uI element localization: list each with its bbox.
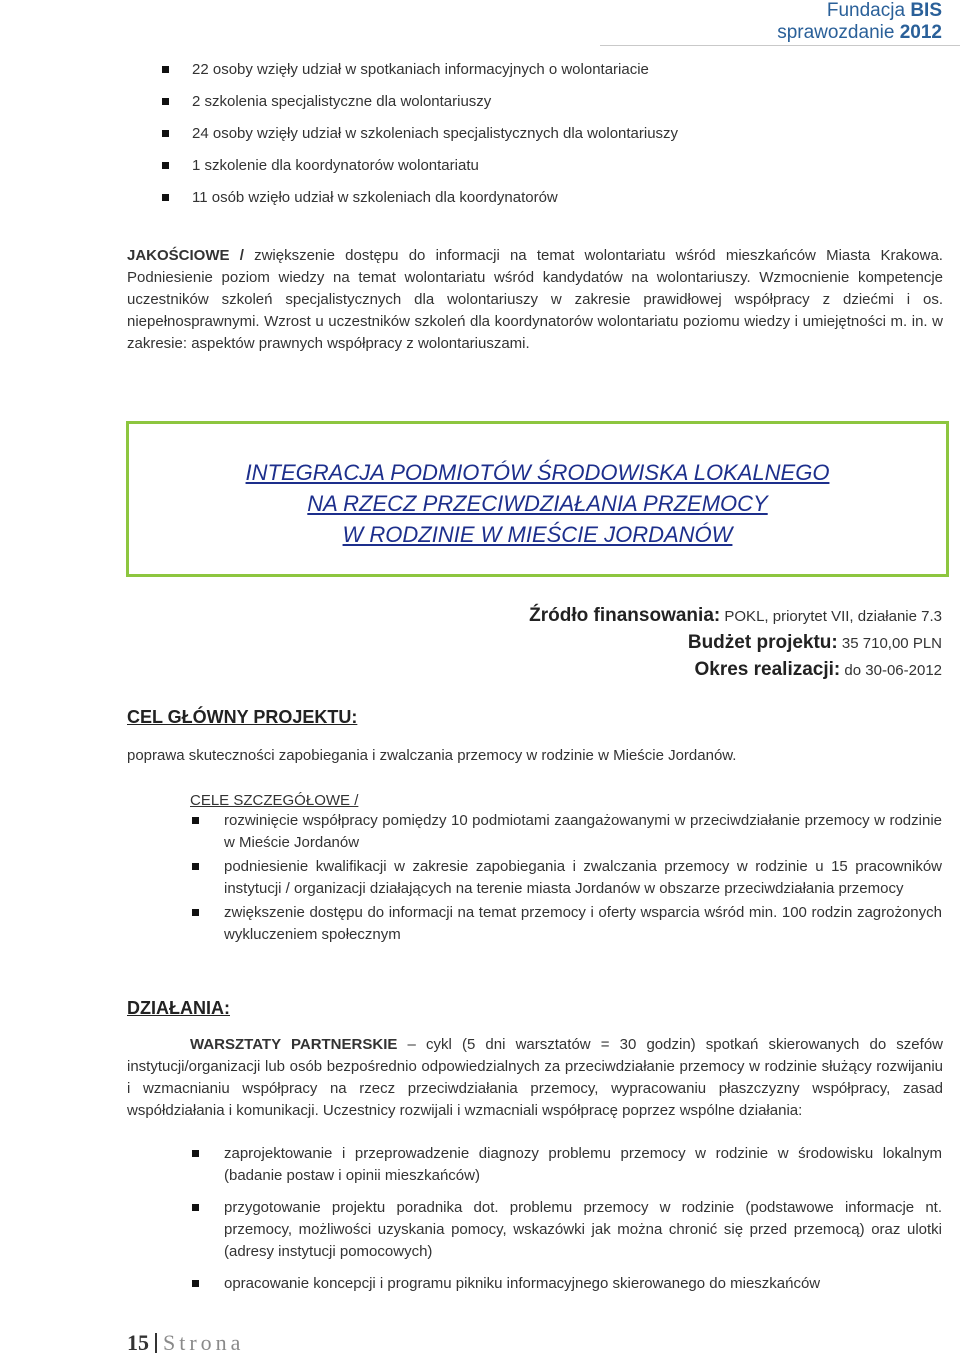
bullet-square-icon <box>162 66 169 73</box>
bullet-square-icon <box>192 909 199 916</box>
workshop-label: WARSZTATY PARTNERSKIE <box>190 1036 398 1053</box>
list-item: 22 osoby wzięły udział w spotkaniach informacyjnych o wolontariacie <box>160 58 940 90</box>
list-item: 1 szkolenie dla koordynatorów wolontariatu <box>160 154 940 186</box>
bullet-square-icon <box>192 1280 199 1287</box>
list-item: rozwinięcie współpracy pomiędzy 10 podmiotami zaangażowanymi w przeciwdziałanie przemocy w rodzinie w Mieście Jordanów <box>190 810 942 854</box>
bullet-square-icon <box>162 162 169 169</box>
actions-list <box>190 1143 942 1295</box>
results-list <box>160 58 940 218</box>
specific-goals-list <box>190 810 942 946</box>
project-title-box <box>126 421 949 577</box>
workshop-paragraph: WARSZTATY PARTNERSKIE – cykl (5 dni warsztatów = 30 godzin) spotkań skierowanych do szefów instytucji/organizacji lub osób bezpośrednio odpowiedzialnych za przeciwdziałanie przemocy w rodzinie służący rozwijaniu i wzmacnianiu współpracy na rzecz przeciwdziałania przemocy, wypracowaniu płaszczyzny współpracy, zasad współdziałania i komunikacji. Uczestnicy rozwijali i wzmacniali współpracę poprzez wspólne działania: <box>127 1036 943 1119</box>
list-item: opracowanie koncepcji i programu pikniku informacyjnego skierowanego do mieszkańców <box>190 1273 942 1295</box>
bullet-square-icon <box>162 194 169 201</box>
actions-heading: DZIAŁANIA: <box>127 998 230 1018</box>
list-item: zwiększenie dostępu do informacji na temat przemocy i oferty wsparcia wśród min. 100 rodzin zagrożonych wykluczeniem społecznym <box>190 902 942 946</box>
project-budget: Budżet projektu: 35 710,00 PLN <box>687 632 942 653</box>
page-footer <box>127 1330 244 1356</box>
header-divider <box>600 45 960 46</box>
list-item: zaprojektowanie i przeprowadzenie diagnozy problemu przemocy w rodzinie w środowisku lokalnym (badanie postaw i opinii mieszkańców) <box>190 1143 942 1187</box>
bullet-square-icon <box>192 817 199 824</box>
project-title-line: W RODZINIE W MIEŚCIE JORDANÓW <box>342 522 733 547</box>
bullet-square-icon <box>162 98 169 105</box>
implementation-period: Okres realizacji: do 30-06-2012 <box>694 659 942 680</box>
quality-results-paragraph: JAKOŚCIOWE / zwiększenie dostępu do informacji na temat wolontariatu wśród mieszkańców Miasta Krakowa. Podniesienie poziom wiedzy na temat wolontariatu wśród kandydatów na wolontariuszy. Wzmocnienie kompetencje uczestników szkoleń specjalistycznych dla wolontariuszy w zakresie prawidłowej współpracy z dziećmi i os. niepełnosprawnymi. Wzrost u uczestników szkoleń dla koordynatorów wolontariatu poziomu wiedzy i umiejętności m. in. w zakresie: aspektów prawnych współpracy z wolontariuszami. <box>127 247 943 352</box>
project-title-line: INTEGRACJA PODMIOTÓW ŚRODOWISKA LOKALNEGO <box>245 460 830 485</box>
list-item: podniesienie kwalifikacji w zakresie zapobiegania i zwalczania przemocy w rodzinie u 15 pracowników instytucji / organizacji działających na terenie miasta Jordanów w obszarze przeciwdziałania przemocy <box>190 856 942 900</box>
project-info <box>529 603 942 684</box>
quality-label: JAKOŚCIOWE / <box>127 247 244 264</box>
report-header <box>777 0 942 44</box>
list-item: 11 osób wzięło udział w szkoleniach dla koordynatorów <box>160 186 940 218</box>
bullet-square-icon <box>162 130 169 137</box>
main-goal-heading: CEL GŁÓWNY PROJEKTU: <box>127 707 358 727</box>
footer-separator <box>155 1333 157 1353</box>
project-title-line: NA RZECZ PRZECIWDZIAŁANIA PRZEMOCY <box>307 491 768 516</box>
specific-goals-heading: CELE SZCZEGÓŁOWE / <box>190 792 359 809</box>
funding-source: Źródło finansowania: POKL, priorytet VII, działanie 7.3 <box>529 605 942 626</box>
bullet-square-icon <box>192 1150 199 1157</box>
bullet-square-icon <box>192 863 199 870</box>
bullet-square-icon <box>192 1204 199 1211</box>
page-word: Strona <box>163 1330 245 1355</box>
organization-name: Fundacja BIS <box>826 0 942 21</box>
list-item: 2 szkolenia specjalistyczne dla wolontariuszy <box>160 90 940 122</box>
list-item: 24 osoby wzięły udział w szkoleniach specjalistycznych dla wolontariuszy <box>160 122 940 154</box>
main-goal-text: poprawa skuteczności zapobiegania i zwalczania przemocy w rodzinie w Mieście Jordanów. <box>127 747 737 764</box>
report-title: sprawozdanie 2012 <box>777 21 942 43</box>
page-number: 15 <box>127 1330 149 1355</box>
list-item: przygotowanie projektu poradnika dot. problemu przemocy w rodzinie (podstawowe informacje nt. przemocy, możliwości uzyskania pomocy, wskazówki jak można chronić się przed przemocą) oraz ulotki (adresy instytucji pomocowych) <box>190 1197 942 1263</box>
